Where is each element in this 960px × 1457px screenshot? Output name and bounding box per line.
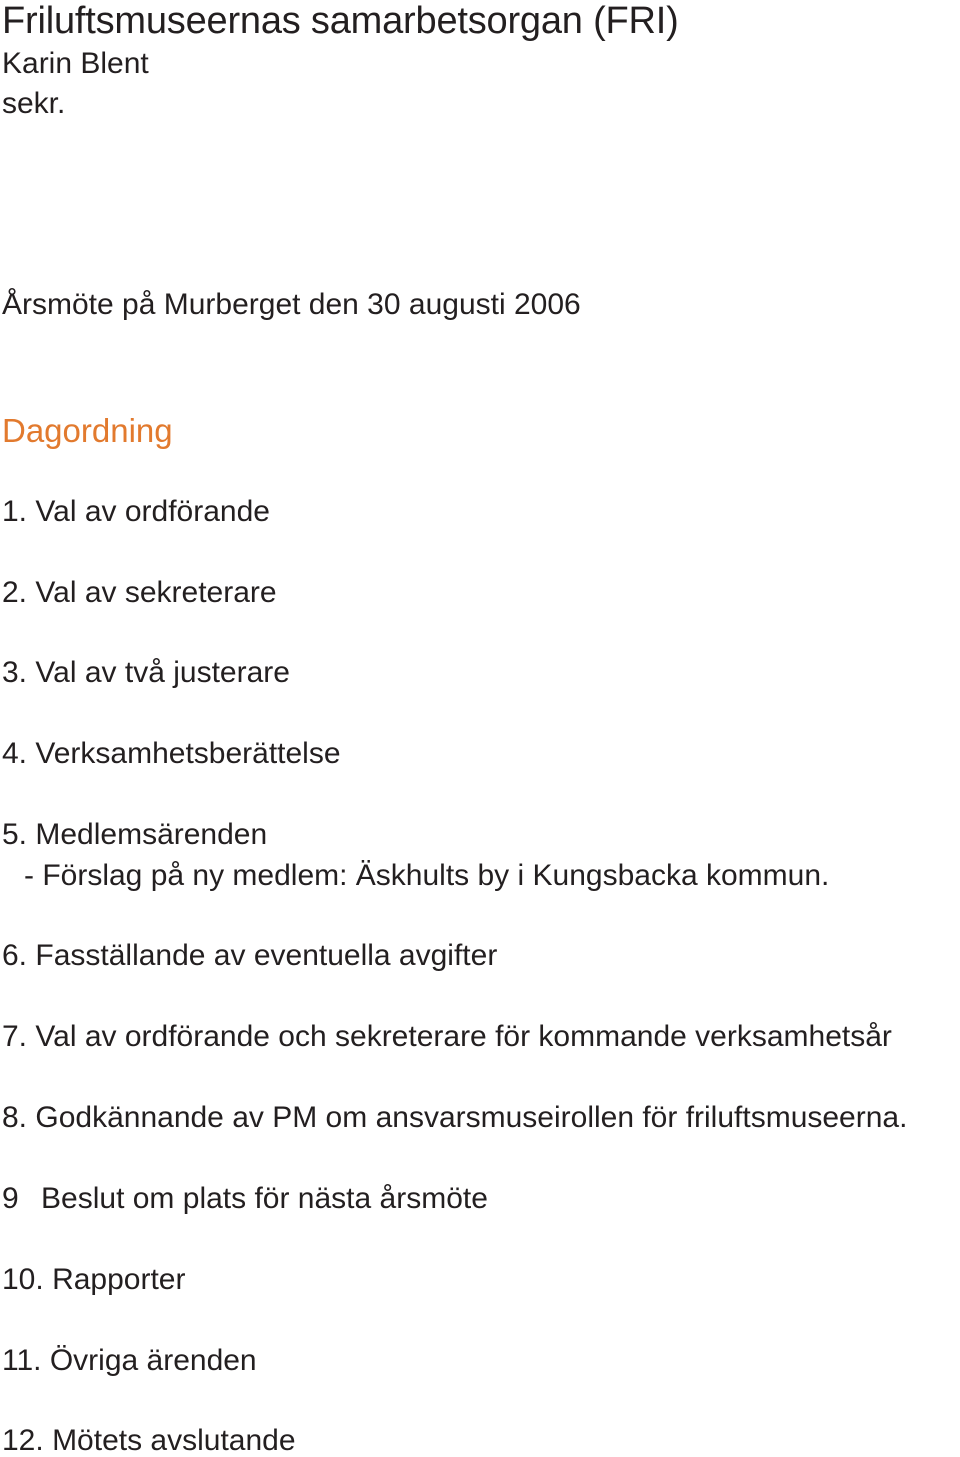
agenda-item-number: 12. (2, 1424, 44, 1457)
agenda-item-number: 11. (2, 1344, 42, 1377)
agenda-item-number: 9 (2, 1182, 19, 1215)
agenda-heading: Dagordning (2, 412, 173, 449)
agenda-item-text: Övriga ärenden (49, 1344, 257, 1377)
agenda-item (2, 1265, 185, 1295)
agenda-item-number: 3. (2, 656, 28, 689)
agenda-item (2, 1022, 892, 1052)
agenda-item (2, 497, 270, 527)
agenda-item (2, 941, 497, 971)
sender-role: sekr. (2, 87, 66, 120)
agenda-item-text: Val av ordförande (35, 495, 270, 528)
agenda-item (2, 1184, 488, 1214)
agenda-item-text: Verksamhetsberättelse (35, 737, 341, 770)
agenda-item-number: 5. (2, 818, 28, 851)
agenda-item-number: 8. (2, 1101, 28, 1134)
agenda-item-text: Beslut om plats för nästa årsmöte (41, 1182, 488, 1215)
agenda-item-text: Val av ordförande och sekreterare för kommande verksamhetsår (35, 1020, 892, 1053)
agenda-item (2, 1426, 296, 1456)
agenda-item-number: 6. (2, 939, 28, 972)
agenda-item-number: 7. (2, 1020, 28, 1053)
agenda-item (2, 658, 290, 688)
meeting-title: Årsmöte på Murberget den 30 augusti 2006 (2, 288, 581, 321)
agenda-item-text: Val av två justerare (35, 656, 290, 689)
agenda-item-number: 2. (2, 576, 28, 609)
agenda-item-number: 10. (2, 1263, 44, 1296)
sender-name: Karin Blent (2, 47, 149, 80)
agenda-item-text: Rapporter (52, 1263, 186, 1296)
agenda-item-number: 4. (2, 737, 28, 770)
agenda-item-text: Godkännande av PM om ansvarsmuseirollen för friluftsmuseerna. (35, 1101, 908, 1134)
agenda-item-number: 1. (2, 495, 28, 528)
agenda-item-text: Medlemsärenden (35, 818, 268, 851)
agenda-item-text: Fasställande av eventuella avgifter (35, 939, 498, 972)
agenda-item-text: Val av sekreterare (35, 576, 277, 609)
agenda-sub-item: - Förslag på ny medlem: Äskhults by i Kungsbacka kommun. (24, 859, 830, 892)
agenda-item-text: Mötets avslutande (52, 1424, 296, 1457)
agenda-item (2, 739, 341, 769)
organization-title: Friluftsmuseernas samarbetsorgan (FRI) (2, 0, 679, 42)
agenda-item (2, 1103, 907, 1133)
agenda-item (2, 578, 277, 608)
agenda-item (2, 1346, 257, 1376)
agenda-item (2, 820, 267, 850)
